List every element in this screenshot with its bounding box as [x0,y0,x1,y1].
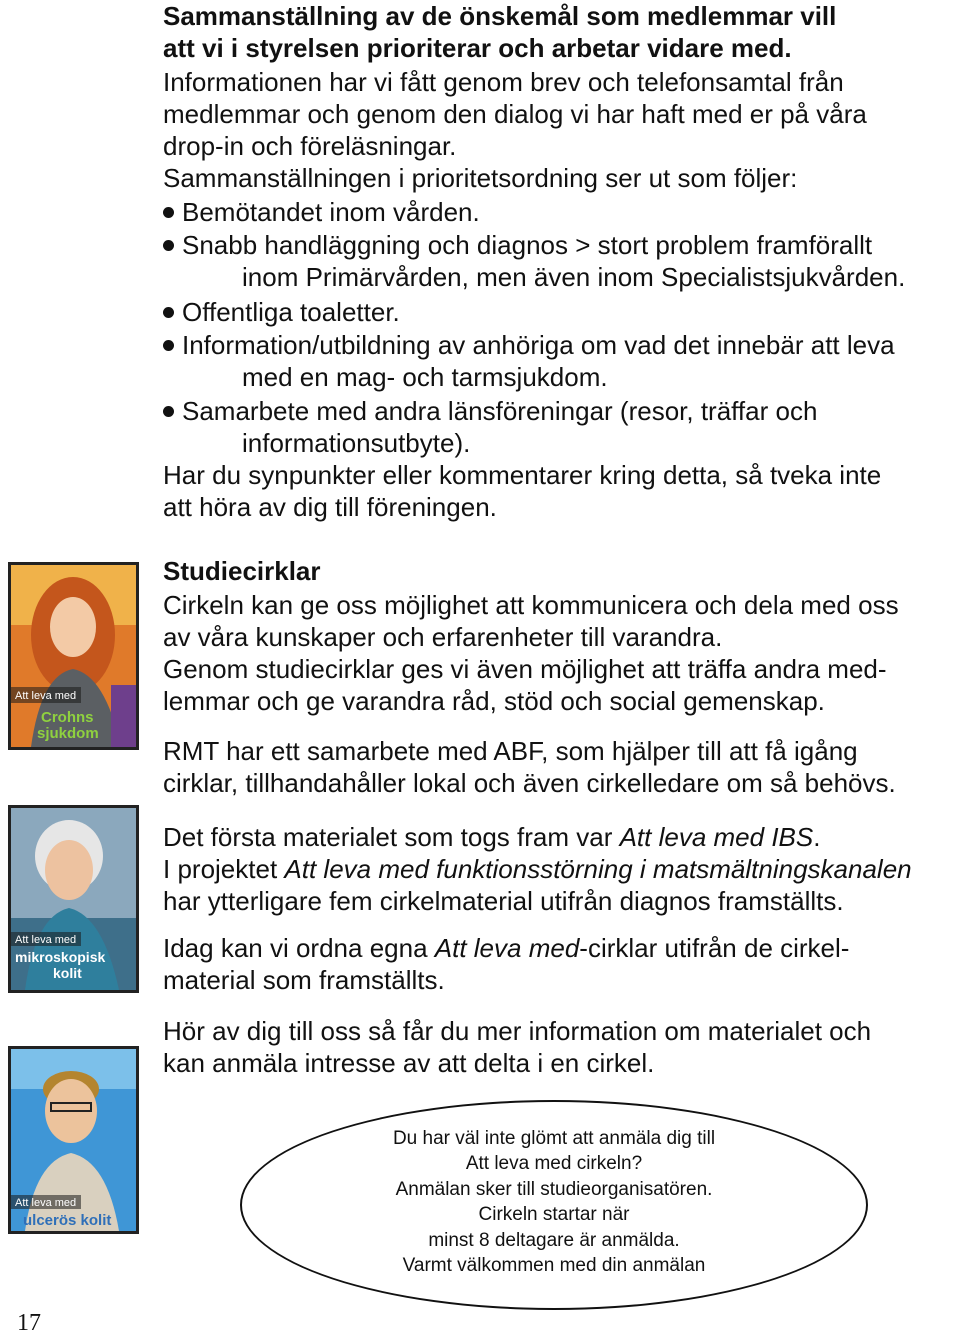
outro-line: att höra av dig till föreningen. [163,492,497,522]
priority-item: Offentliga toaletter. [163,296,400,328]
cover-title-text: mikroskopisk [15,949,106,965]
priority-item: Samarbete med andra länsföreningar (resor, träffar och [163,395,817,427]
book-cover-crohns [8,562,139,750]
bullet-icon [163,340,174,351]
study-paragraph-line: lemmar och ge varandra råd, stöd och social gemenskap. [163,686,825,716]
cover-top-text: Att leva med [15,690,77,702]
book-cover-ulceros-kolit [8,1046,139,1234]
study-paragraph-line: Hör av dig till oss så får du mer information om materialet och [163,1016,872,1046]
study-paragraph-line: Cirkeln kan ge oss möjlighet att kommunicera och dela med oss [163,590,899,620]
priority-item-continuation: inom Primärvården, men även inom Specialistsjukvården. [242,262,906,292]
callout-line: Cirkeln startar när [478,1204,630,1226]
cover-title-text: sjukdom [37,725,99,742]
section-title: Studiecirklar [163,556,321,586]
priority-item: Bemötandet inom vården. [163,196,480,228]
study-paragraph-line: har ytterligare fem cirkelmaterial utifrån diagnos framställts. [163,886,844,916]
study-paragraph-line: av våra kunskaper och erfarenheter till varandra. [163,622,723,652]
bullet-icon [163,307,174,318]
bullet-icon [163,207,174,218]
priority-item: Information/utbildning av anhöriga om vad det innebär att leva [163,329,895,361]
priorities-heading-line-1: Sammanställning av de önskemål som medlemmar vill [163,1,837,31]
page-number: 17 [17,1310,41,1336]
callout-line: minst 8 deltagare är anmälda. [428,1229,680,1251]
priority-item: Snabb handläggning och diagnos > stort problem framförallt [163,229,872,261]
study-paragraph-line: RMT har ett samarbete med ABF, som hjälper till att få igång [163,736,858,766]
study-paragraph-line: Idag kan vi ordna egna Att leva med-cirklar utifrån de cirkel- [163,933,850,963]
callout-line: Anmälan sker till studieorganisatören. [395,1178,713,1200]
cover-top-text: Att leva med [15,1197,77,1209]
cover-top-text: Att leva med [15,934,77,946]
intro-line: medlemmar och genom den dialog vi har haft med er på våra [163,99,867,129]
outro-line: Har du synpunkter eller kommentarer kring detta, så tveka inte [163,460,882,490]
cover-title-text: kolit [53,965,82,981]
cover-title-text: ulcerös kolit [23,1212,112,1229]
study-paragraph-line: Genom studiecirklar ges vi även möjlighet att träffa andra med- [163,654,887,684]
priorities-heading-line-2: att vi i styrelsen prioriterar och arbetar vidare med. [163,33,792,63]
cover-title-text: Crohns [41,709,94,726]
intro-line: Sammanställningen i prioritetsordning ser ut som följer: [163,163,798,193]
study-paragraph-line: cirklar, tillhandahåller lokal och även cirkelledare om så behövs. [163,768,896,798]
study-paragraph-line: material som framställts. [163,965,445,995]
study-paragraph-line: Det första materialet som togs fram var Att leva med IBS. [163,822,821,852]
callout-text [240,1126,868,1278]
callout-line: Att leva med cirkeln? [465,1153,643,1175]
bullet-icon [163,406,174,417]
intro-line: Informationen har vi fått genom brev och telefonsamtal från [163,67,844,97]
callout-line: Du har väl inte glömt att anmäla dig till [392,1128,716,1149]
callout-line: Varmt välkommen med din anmälan [402,1255,706,1277]
study-paragraph-line: kan anmäla intresse av att delta i en cirkel. [163,1048,655,1078]
priority-item-continuation: informationsutbyte). [242,428,471,458]
bullet-icon [163,240,174,251]
priority-item-continuation: med en mag- och tarmsjukdom. [242,362,608,392]
study-paragraph-line: I projektet Att leva med funktionsstörning i matsmältningskanalen [163,854,912,884]
intro-line: drop-in och föreläsningar. [163,131,457,161]
book-cover-mikroskopisk-kolit [8,805,139,993]
